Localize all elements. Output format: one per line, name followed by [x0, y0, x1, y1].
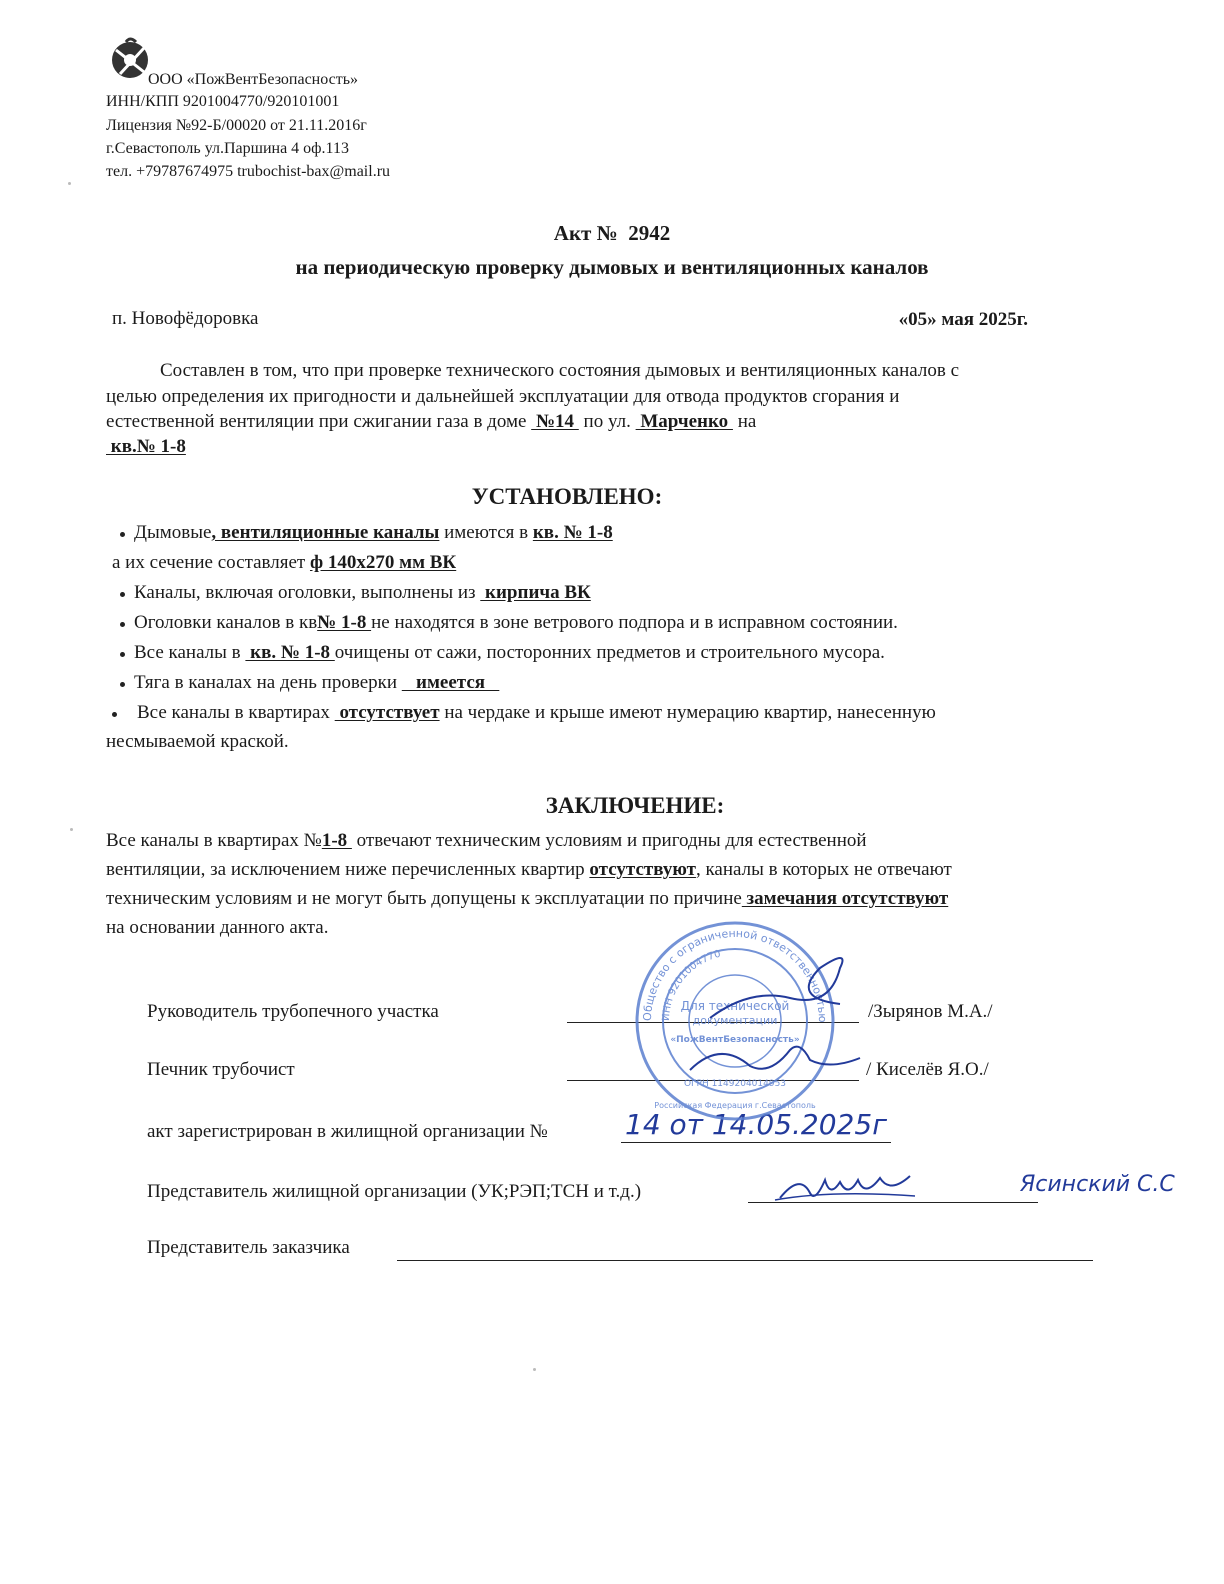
stamp-ogrn: ОГРН 1149204014953 [683, 1079, 787, 1089]
customer-signature-line [397, 1260, 1093, 1261]
bullet-2: Каналы, включая оголовки, выполнены из кирпича ВК [134, 582, 591, 603]
stamp-center-2: документации [692, 1014, 778, 1027]
established-heading: УСТАНОВЛЕНО: [471, 484, 663, 509]
intro-apartments: кв.№ 1-8 [106, 436, 186, 457]
stamp-center-1: Для технической [680, 999, 790, 1013]
stamp-name: «ПожВентБезопасность» [670, 1035, 800, 1045]
housing-name: Ясинский С.С [1020, 1172, 1175, 1197]
registered-line [621, 1142, 891, 1143]
bullet-icon [120, 622, 125, 627]
company-inn: ИНН/КПП 9201004770/920101001 [106, 93, 340, 110]
bullet-4: Все каналы в кв. № 1-8 очищены от сажи, посторонних предметов и строительного мусора. [134, 642, 885, 663]
stove-label: Печник трубочист [147, 1059, 295, 1080]
scan-speck [70, 828, 73, 831]
bullet-5: Тяга в каналах на день проверки имеется [134, 672, 500, 693]
company-name: ООО «ПожВентБезопасность» [148, 71, 359, 88]
conclusion-line-2: вентиляции, за исключением ниже перечисленных квартир отсутствуют, каналы в которых не отвечают [106, 859, 952, 880]
street-name: Марченко [635, 411, 733, 432]
registered-label: акт зарегистрирован в жилищной организации № [147, 1121, 548, 1142]
bullet-6-cont: несмываемой краской. [106, 731, 289, 752]
stove-signature-icon [680, 1030, 870, 1080]
head-label: Руководитель трубопечного участка [147, 1001, 439, 1022]
bullet-3: Оголовки каналов в кв№ 1-8 не находятся в зоне ветрового подпора и в исправном состоянии. [134, 612, 898, 633]
bullet-1: Дымовые, вентиляционные каналы имеются в кв. № 1-8 [134, 522, 613, 543]
bullet-icon [120, 532, 125, 537]
stove-name: / Киселёв Я.О./ [866, 1059, 989, 1080]
conclusion-line-4: на основании данного акта. [106, 917, 329, 938]
intro-line-1: Составлен в том, что при проверке технического состояния дымовых и вентиляционных каналов с [160, 360, 960, 381]
housing-signature-icon [770, 1168, 920, 1208]
stamp-outer-text: Общество с ограниченной ответственностью [640, 926, 830, 1023]
conclusion-line-3: техническим условиям и не могут быть допущены к эксплуатации по причине замечания отсутствуют [106, 888, 949, 909]
company-address: г.Севастополь ул.Паршина 4 оф.113 [106, 140, 349, 157]
bullet-icon [120, 682, 125, 687]
bullet-6: Все каналы в квартирах отсутствует на чердаке и крыше имеют нумерацию квартир, нанесенную [137, 702, 936, 723]
bullet-icon [120, 592, 125, 597]
act-subtitle: на периодическую проверку дымовых и вентиляционных каналов [295, 255, 929, 279]
bullet-icon [120, 652, 125, 657]
conclusion-heading: ЗАКЛЮЧЕНИЕ: [545, 793, 725, 818]
act-number: Акт № 2942 [553, 221, 671, 245]
act-date: «05» мая 2025г. [898, 309, 1028, 330]
head-name: /Зырянов М.А./ [868, 1001, 993, 1022]
intro-line-3: естественной вентиляции при сжигании газа в доме №14 по ул. Марченко на [106, 411, 757, 432]
stamp-bottom: Российская Федерация г.Севастополь [654, 1101, 816, 1110]
house-number: №14 [531, 411, 579, 432]
customer-label: Представитель заказчика [147, 1237, 350, 1258]
conclusion-line-1: Все каналы в квартирах №1-8 отвечают техническим условиям и пригодны для естественной [106, 830, 867, 851]
head-signature-icon [690, 948, 890, 1028]
company-contacts: тел. +79787674975 trubochist-bax@mail.ru [106, 163, 391, 180]
registered-value: 14 от 14.05.2025г [625, 1108, 887, 1141]
scan-speck [68, 182, 71, 185]
place: п. Новофёдоровка [112, 308, 259, 329]
scan-speck [533, 1368, 536, 1371]
housing-label: Представитель жилищной организации (УК;РЭП;ТСН и т.д.) [147, 1181, 642, 1202]
bullet-icon [112, 712, 117, 717]
company-license: Лицензия №92-Б/00020 от 21.11.2016г [106, 117, 367, 134]
stamp-inn: ИНН 9201004770 [660, 948, 722, 1022]
bullet-1-section: а их сечение составляет ф 140х270 мм ВК [112, 552, 457, 573]
intro-line-2: целью определения их пригодности и дальнейшей эксплуатации для отвода продуктов сгорания и [106, 386, 900, 407]
